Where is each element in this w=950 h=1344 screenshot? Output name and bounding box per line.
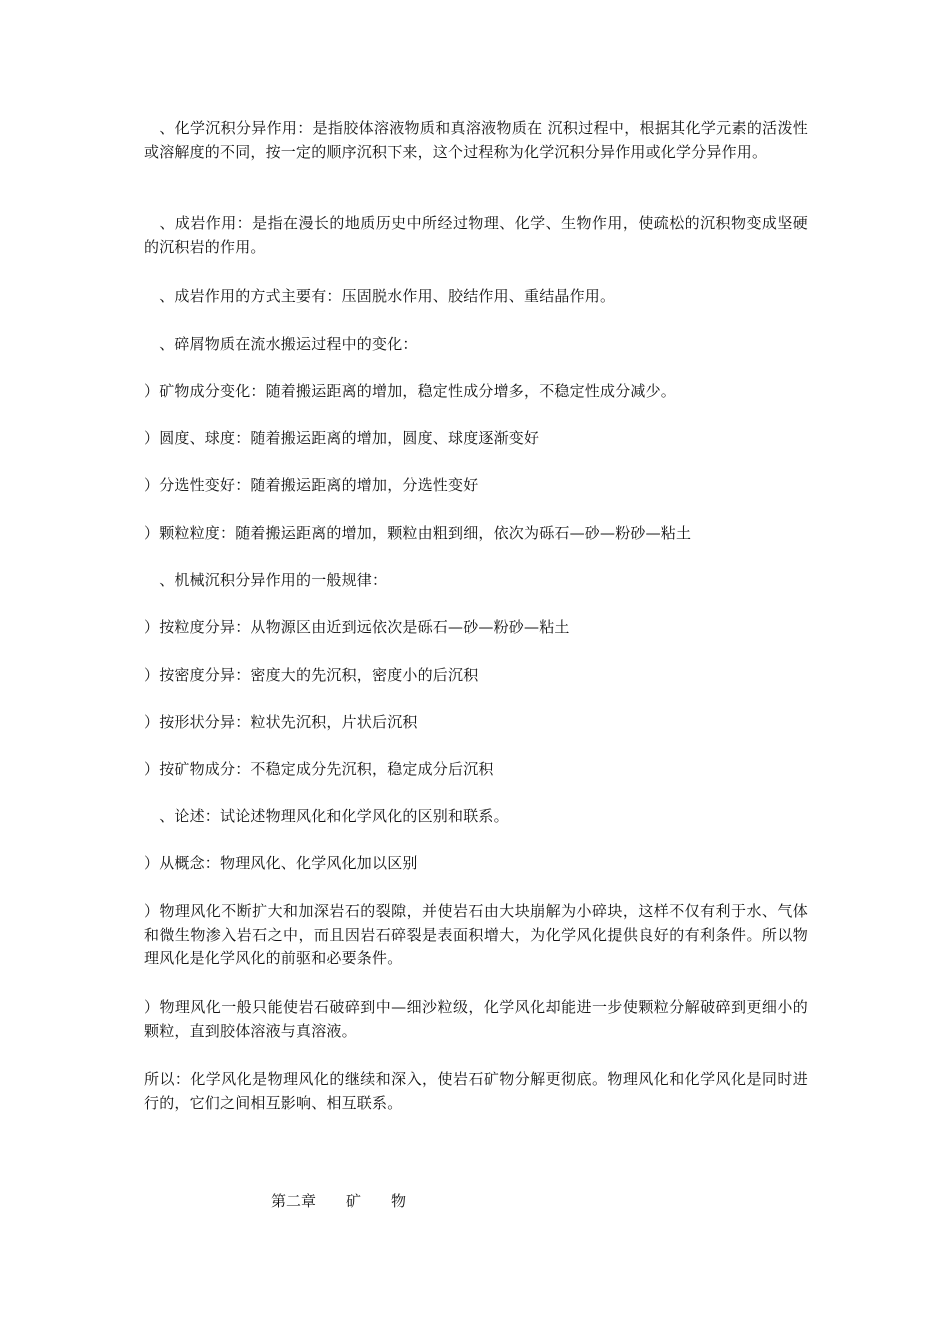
paragraph-diagenesis: 、成岩作用：是指在漫长的地质历史中所经过物理、化学、生物作用，使疏松的沉积物变成坚硬的沉积岩的作用。 <box>144 214 808 256</box>
list-item-by-density: ）按密度分异：密度大的先沉积，密度小的后沉积 <box>144 666 479 684</box>
list-item-by-mineral: ）按矿物成分：不稳定成分先沉积，稳定成分后沉积 <box>144 760 494 778</box>
list-item-roundness-sphericity: ）圆度、球度：随着搬运距离的增加，圆度、球度逐渐变好 <box>144 429 540 447</box>
list-item-physical-weathering-premise: ）物理风化不断扩大和加深岩石的裂隙，并使岩石由大块崩解为小碎块，这样不仅有利于水、气体和微生物渗入岩石之中，而且因岩石碎裂是表面积增大，为化学风化提供良好的有利条件。所以物理风化是化学风化的前驱和必要条件。 <box>144 902 808 967</box>
list-item-by-shape: ）按形状分异：粒状先沉积，片状后沉积 <box>144 713 418 731</box>
chapter-heading: 第二章 矿 物 <box>271 1192 407 1210</box>
list-item-grain-size: ）颗粒粒度：随着搬运距离的增加，颗粒由粗到细，依次为砾石—砂—粉砂—粘土 <box>144 524 692 542</box>
list-item-physical-weathering-limit: ）物理风化一般只能使岩石破碎到中—细沙粒级，化学风化却能进一步使颗粒分解破碎到更细小的颗粒，直到胶体溶液与真溶液。 <box>144 998 808 1040</box>
paragraph-diagenesis-methods: 、成岩作用的方式主要有：压固脱水作用、胶结作用、重结晶作用。 <box>144 287 616 305</box>
list-item-mineral-composition: ）矿物成分变化：随着搬运距离的增加，稳定性成分增多，不稳定性成分减少。 <box>144 382 677 400</box>
list-item-by-grain-size: ）按粒度分异：从物源区由近到远依次是砾石—砂—粉砂—粘土 <box>144 618 570 636</box>
list-item-concept: ）从概念：物理风化、化学风化加以区别 <box>144 854 418 872</box>
list-item-sorting: ）分选性变好：随着搬运距离的增加，分选性变好 <box>144 476 479 494</box>
paragraph-essay-question: 、论述：试论述物理风化和化学风化的区别和联系。 <box>144 807 509 825</box>
paragraph-mechanical-differentiation: 、机械沉积分异作用的一般规律： <box>144 571 388 589</box>
paragraph-conclusion: 所以：化学风化是物理风化的继续和深入，使岩石矿物分解更彻底。物理风化和化学风化是同时进行的，它们之间相互影响、相互联系。 <box>144 1070 808 1112</box>
paragraph-clastic-transport-changes: 、碎屑物质在流水搬运过程中的变化： <box>144 335 418 353</box>
paragraph-chemical-differentiation: 、化学沉积分异作用：是指胶体溶液物质和真溶液物质在 沉积过程中，根据其化学元素的活泼性或溶解度的不同，按一定的顺序沉积下来，这个过程称为化学沉积分异作用或化学分异作用。 <box>144 119 808 161</box>
